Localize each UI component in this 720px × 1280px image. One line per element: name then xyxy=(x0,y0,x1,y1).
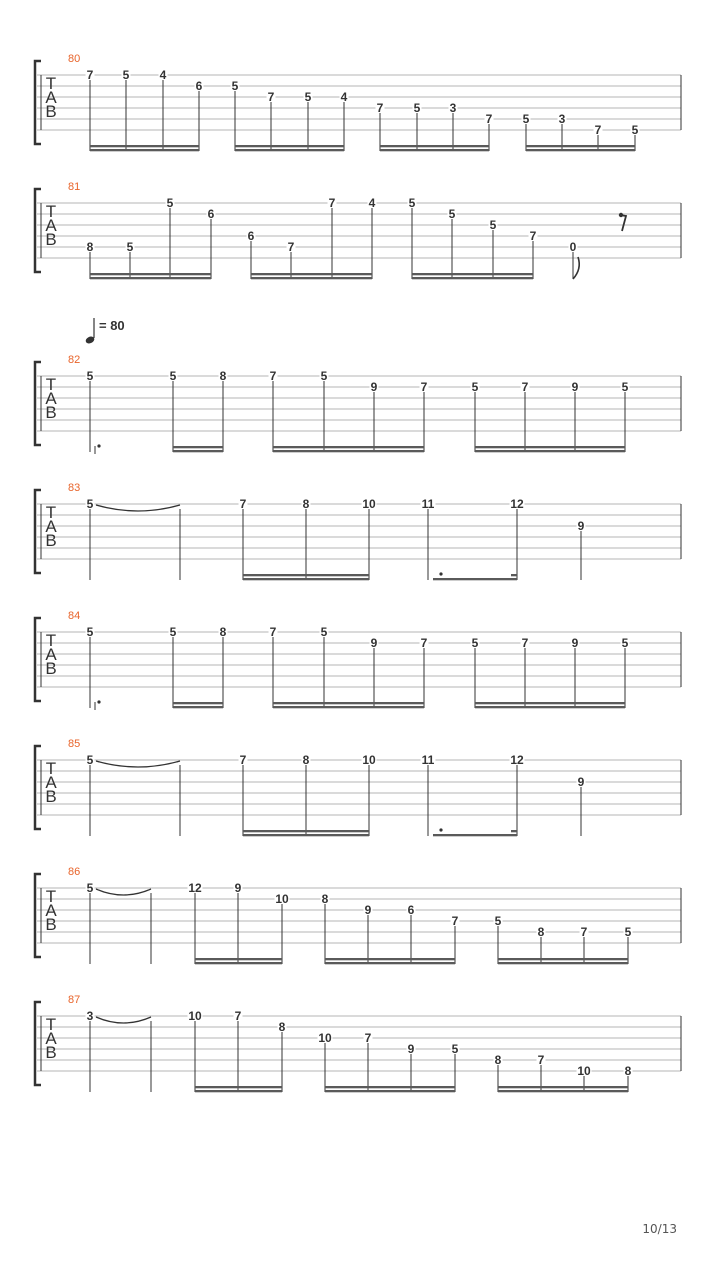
tab-clef-letter: A xyxy=(45,773,57,792)
tab-system-86 xyxy=(35,866,681,964)
fret-number: 5 xyxy=(122,68,130,82)
beam xyxy=(433,834,517,836)
fret-number: 5 xyxy=(494,914,502,928)
fret-number: 7 xyxy=(376,101,384,115)
tab-clef-letter: B xyxy=(45,659,57,678)
tie-arc xyxy=(96,505,180,511)
tab-clef-letter: T xyxy=(45,759,57,778)
fret-number: 8 xyxy=(219,625,227,639)
beam xyxy=(173,446,223,448)
beam xyxy=(195,962,282,964)
fret-number: 5 xyxy=(86,881,94,895)
fret-number: 12 xyxy=(510,753,524,767)
fret-number: 5 xyxy=(304,90,312,104)
tab-clef-letter: A xyxy=(45,389,57,408)
tab-clef-letter: A xyxy=(45,517,57,536)
fret-number: 9 xyxy=(577,775,585,789)
fret-number: 4 xyxy=(159,68,167,82)
tab-clef-letter: B xyxy=(45,102,57,121)
beam xyxy=(235,149,344,151)
fret-number: 5 xyxy=(522,112,530,126)
tab-system-81 xyxy=(35,181,681,279)
beam xyxy=(195,958,282,960)
beam xyxy=(412,273,533,275)
fret-number: 5 xyxy=(624,925,632,939)
fret-number: 7 xyxy=(485,112,493,126)
beam xyxy=(475,446,625,448)
fret-number: 6 xyxy=(407,903,415,917)
fret-number: 9 xyxy=(571,636,579,650)
fret-number: 5 xyxy=(320,369,328,383)
tab-system-83 xyxy=(35,482,681,580)
fret-number: 7 xyxy=(420,380,428,394)
beam xyxy=(90,273,211,275)
tab-system-80 xyxy=(35,53,681,151)
fret-number: 12 xyxy=(188,881,202,895)
fret-number: 8 xyxy=(302,753,310,767)
fret-number: 5 xyxy=(471,636,479,650)
fret-number: 8 xyxy=(624,1064,632,1078)
fret-number: 7 xyxy=(529,229,537,243)
beam xyxy=(243,830,369,832)
fret-number: 7 xyxy=(239,753,247,767)
measure-number: 83 xyxy=(68,482,81,494)
tab-clef-letter: T xyxy=(45,503,57,522)
fret-number: 10 xyxy=(362,497,376,511)
system-bracket xyxy=(35,618,41,701)
beam xyxy=(90,277,211,279)
beam xyxy=(526,149,635,151)
beam xyxy=(325,958,455,960)
fret-number: 5 xyxy=(451,1042,459,1056)
measure-number: 86 xyxy=(68,866,81,878)
fret-number: 6 xyxy=(207,207,215,221)
fret-number: 10 xyxy=(275,892,289,906)
fret-number: 8 xyxy=(86,240,94,254)
beam xyxy=(273,706,424,708)
tie-arc xyxy=(96,1017,151,1023)
measure-number: 85 xyxy=(68,738,81,750)
system-bracket xyxy=(35,490,41,573)
fret-number: 3 xyxy=(558,112,566,126)
fret-number: 4 xyxy=(368,196,376,210)
fret-number: 7 xyxy=(267,90,275,104)
fret-number: 7 xyxy=(269,369,277,383)
fret-number: 5 xyxy=(631,123,639,137)
fret-number: 3 xyxy=(449,101,457,115)
beam xyxy=(90,145,199,147)
fret-number: 10 xyxy=(318,1031,332,1045)
beam xyxy=(433,578,517,580)
fret-number: 11 xyxy=(421,497,435,511)
fret-number: 6 xyxy=(247,229,255,243)
fret-number: 5 xyxy=(166,196,174,210)
system-bracket xyxy=(35,189,41,272)
beam xyxy=(380,145,489,147)
fret-number: 5 xyxy=(408,196,416,210)
beam xyxy=(498,962,628,964)
tab-clef-letter: B xyxy=(45,403,57,422)
fret-number: 5 xyxy=(169,369,177,383)
fret-number: 7 xyxy=(580,925,588,939)
tab-clef-letter: T xyxy=(45,887,57,906)
beam xyxy=(251,273,372,275)
beam xyxy=(273,446,424,448)
fret-number: 7 xyxy=(269,625,277,639)
tab-clef-letter: B xyxy=(45,531,57,550)
fret-number: 5 xyxy=(320,625,328,639)
fret-number: 5 xyxy=(86,625,94,639)
beam xyxy=(173,702,223,704)
measure-number: 87 xyxy=(68,994,81,1006)
beam xyxy=(243,834,369,836)
fret-number: 7 xyxy=(420,636,428,650)
beam xyxy=(195,1086,282,1088)
beam xyxy=(498,1086,628,1088)
beam xyxy=(380,149,489,151)
beam xyxy=(412,277,533,279)
tab-clef-letter: T xyxy=(45,631,57,650)
beam xyxy=(243,578,369,580)
fret-number: 5 xyxy=(169,625,177,639)
beam xyxy=(251,277,372,279)
system-bracket xyxy=(35,746,41,829)
measure-number: 81 xyxy=(68,181,81,193)
fret-number: 7 xyxy=(594,123,602,137)
fret-number: 7 xyxy=(234,1009,242,1023)
fret-number: 8 xyxy=(302,497,310,511)
beam-stub xyxy=(511,830,517,832)
note-flag xyxy=(573,257,579,279)
beam xyxy=(273,450,424,452)
fret-number: 7 xyxy=(521,636,529,650)
fret-number: 8 xyxy=(278,1020,286,1034)
tab-system-82 xyxy=(35,354,681,454)
tempo-bpm: = 80 xyxy=(99,318,125,333)
tab-clef-letter: A xyxy=(45,901,57,920)
tab-clef-letter: T xyxy=(45,1015,57,1034)
fret-number: 5 xyxy=(86,753,94,767)
fret-number: 10 xyxy=(577,1064,591,1078)
beam xyxy=(498,958,628,960)
fret-number: 10 xyxy=(362,753,376,767)
measure-number: 82 xyxy=(68,354,81,366)
tab-system-84 xyxy=(35,610,681,710)
beam xyxy=(325,1090,455,1092)
fret-number: 8 xyxy=(219,369,227,383)
fret-number: 7 xyxy=(521,380,529,394)
beam xyxy=(243,574,369,576)
fret-number: 5 xyxy=(489,218,497,232)
measure-number: 80 xyxy=(68,53,81,65)
tab-clef-letter: A xyxy=(45,216,57,235)
tie-arc xyxy=(96,889,151,895)
tab-clef-letter: B xyxy=(45,787,57,806)
fret-number: 9 xyxy=(370,636,378,650)
beam xyxy=(526,145,635,147)
system-bracket xyxy=(35,61,41,144)
system-bracket xyxy=(35,1002,41,1085)
fret-number: 7 xyxy=(537,1053,545,1067)
fret-number: 7 xyxy=(451,914,459,928)
fret-number: 11 xyxy=(421,753,435,767)
dot xyxy=(97,444,100,447)
fret-number: 5 xyxy=(231,79,239,93)
fret-number: 8 xyxy=(321,892,329,906)
tab-clef-letter: A xyxy=(45,645,57,664)
fret-number: 7 xyxy=(328,196,336,210)
tab-clef-letter: T xyxy=(45,375,57,394)
tab-clef-letter: A xyxy=(45,1029,57,1048)
beam xyxy=(90,149,199,151)
beam xyxy=(325,1086,455,1088)
beam xyxy=(475,702,625,704)
fret-number: 0 xyxy=(569,240,577,254)
tab-clef-letter: T xyxy=(45,202,57,221)
fret-number: 10 xyxy=(188,1009,202,1023)
fret-number: 9 xyxy=(364,903,372,917)
tab-system-87 xyxy=(35,994,681,1092)
tab-clef-letter: B xyxy=(45,230,57,249)
fret-number: 5 xyxy=(448,207,456,221)
fret-number: 7 xyxy=(239,497,247,511)
fret-number: 4 xyxy=(340,90,348,104)
fret-number: 5 xyxy=(126,240,134,254)
fret-number: 7 xyxy=(86,68,94,82)
system-bracket xyxy=(35,362,41,445)
dot xyxy=(439,828,442,831)
system-bracket xyxy=(35,874,41,957)
eighth-rest xyxy=(620,215,626,231)
fret-number: 5 xyxy=(413,101,421,115)
fret-number: 8 xyxy=(494,1053,502,1067)
fret-number: 6 xyxy=(195,79,203,93)
fret-number: 12 xyxy=(510,497,524,511)
beam xyxy=(195,1090,282,1092)
beam xyxy=(475,706,625,708)
beam xyxy=(475,450,625,452)
eighth-rest-dot xyxy=(619,213,623,217)
fret-number: 5 xyxy=(621,636,629,650)
measure-number: 84 xyxy=(68,610,81,622)
beam xyxy=(173,450,223,452)
fret-number: 9 xyxy=(370,380,378,394)
fret-number: 3 xyxy=(86,1009,94,1023)
tab-clef-letter: T xyxy=(45,74,57,93)
fret-number: 5 xyxy=(86,497,94,511)
tab-system-85 xyxy=(35,738,681,836)
tab-clef-letter: B xyxy=(45,1043,57,1062)
fret-number: 9 xyxy=(577,519,585,533)
fret-number: 9 xyxy=(407,1042,415,1056)
fret-number: 9 xyxy=(234,881,242,895)
beam xyxy=(173,706,223,708)
fret-number: 5 xyxy=(471,380,479,394)
fret-number: 7 xyxy=(364,1031,372,1045)
fret-number: 5 xyxy=(621,380,629,394)
tie-arc xyxy=(96,761,180,767)
beam xyxy=(273,702,424,704)
fret-number: 5 xyxy=(86,369,94,383)
fret-number: 8 xyxy=(537,925,545,939)
dot xyxy=(439,572,442,575)
tempo-marking xyxy=(85,318,125,345)
beam xyxy=(325,962,455,964)
fret-number: 9 xyxy=(571,380,579,394)
beam xyxy=(235,145,344,147)
tab-clef-letter: B xyxy=(45,915,57,934)
beam-stub xyxy=(511,574,517,576)
tab-clef-letter: A xyxy=(45,88,57,107)
fret-number: 7 xyxy=(287,240,295,254)
beam xyxy=(498,1090,628,1092)
page-number: 10/13 xyxy=(642,1222,677,1236)
dot xyxy=(97,700,100,703)
